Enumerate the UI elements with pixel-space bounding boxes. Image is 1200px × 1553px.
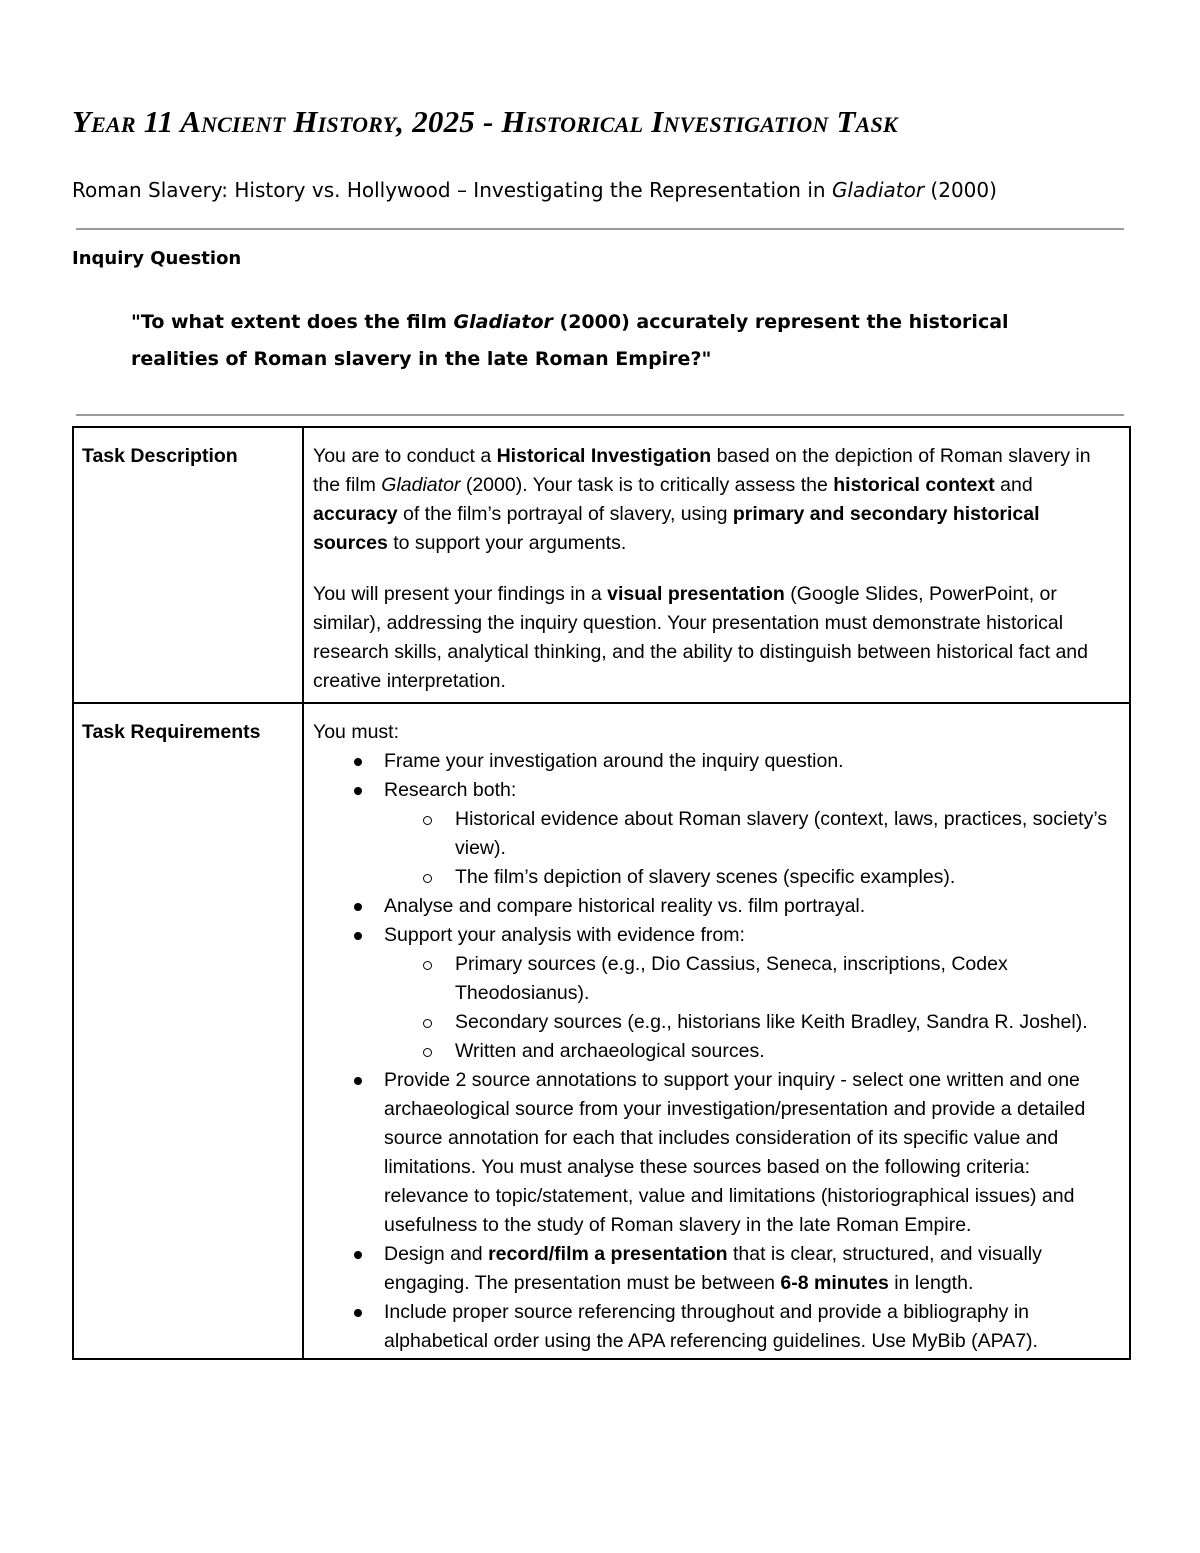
sub-list-item: Historical evidence about Roman slavery (context, laws, practices, society’s view). bbox=[384, 805, 1119, 863]
inquiry-question-film: Gladiator bbox=[453, 311, 553, 333]
sub-list bbox=[384, 805, 1119, 892]
requirements-list bbox=[313, 747, 1119, 1356]
inquiry-question-end: (2000) accurately represent the historical realities of Roman slavery in the late Roman Empire?" bbox=[131, 311, 1009, 370]
divider-bottom bbox=[76, 414, 1124, 416]
bold-run: historical context bbox=[833, 474, 995, 496]
task-description-content bbox=[303, 427, 1130, 703]
text-run: to support your arguments. bbox=[387, 532, 627, 554]
task-description-label: Task Description bbox=[73, 427, 303, 703]
bold-run: accuracy bbox=[313, 503, 398, 525]
list-item-text: Support your analysis with evidence from: bbox=[384, 924, 745, 946]
task-description-paragraph bbox=[313, 442, 1119, 558]
list-item-text: Research both: bbox=[384, 779, 517, 801]
text-run: (2000). Your task is to critically assess the bbox=[460, 474, 834, 496]
bold-run: record/film a presentation bbox=[488, 1243, 728, 1265]
list-item: Analyse and compare historical reality vs. film portrayal. bbox=[313, 892, 1119, 921]
page-subtitle bbox=[72, 178, 1152, 202]
text-run: and bbox=[994, 474, 1033, 496]
subtitle-text: Roman Slavery: History vs. Hollywood – Investigating the Representation in bbox=[72, 178, 832, 202]
divider-top bbox=[76, 228, 1124, 230]
page-title: Year 11 Ancient History, 2025 - Historical Investigation Task bbox=[72, 104, 898, 139]
list-item: Include proper source referencing throughout and provide a bibliography in alphabetical order using the APA referencing guidelines. Use MyBib (APA7). bbox=[313, 1298, 1119, 1356]
sub-list-item: Written and archaeological sources. bbox=[384, 1037, 1119, 1066]
sub-list-item: The film’s depiction of slavery scenes (specific examples). bbox=[384, 863, 1119, 892]
bold-run: visual presentation bbox=[607, 583, 785, 605]
list-item bbox=[313, 1240, 1119, 1298]
text-run: that is clear, structured, and visually engaging. The presentation must be between bbox=[384, 1243, 1042, 1294]
sub-list-item: Secondary sources (e.g., historians like Keith Bradley, Sandra R. Joshel). bbox=[384, 1008, 1119, 1037]
inquiry-question-heading: Inquiry Question bbox=[72, 248, 242, 269]
bold-run: 6-8 minutes bbox=[780, 1272, 889, 1294]
sub-list-item: Primary sources (e.g., Dio Cassius, Seneca, inscriptions, Codex Theodosianus). bbox=[384, 950, 1119, 1008]
list-item: Provide 2 source annotations to support your inquiry - select one written and one archaeological source from your investigation/presentation and provide a detailed source annotation for each that includes consideration of its specific value and limitations. You must analyse these sources based on the following criteria: relevance to topic/statement, value and limitations (historiographical issues) and usefulness to the study of Roman slavery in the late Roman Empire. bbox=[313, 1066, 1119, 1240]
sub-list bbox=[384, 950, 1119, 1066]
requirements-intro: You must: bbox=[313, 721, 399, 743]
subtitle-film-title: Gladiator bbox=[831, 178, 925, 202]
presentation-paragraph bbox=[313, 580, 1119, 696]
task-table bbox=[72, 426, 1131, 1360]
film-title-italic: Gladiator bbox=[381, 474, 461, 496]
task-requirements-label: Task Requirements bbox=[73, 703, 303, 1359]
inquiry-question-start: "To what extent does the film bbox=[131, 311, 454, 333]
task-description-row bbox=[73, 427, 1130, 703]
bold-run: primary and secondary historical sources bbox=[313, 503, 1040, 554]
text-run: in length. bbox=[888, 1272, 974, 1294]
list-item bbox=[313, 921, 1119, 1066]
list-item: Frame your investigation around the inquiry question. bbox=[313, 747, 1119, 776]
text-run: Design and bbox=[384, 1243, 489, 1265]
subtitle-year: (2000) bbox=[924, 178, 997, 202]
text-run: of the film’s portrayal of slavery, using bbox=[397, 503, 733, 525]
text-run: You are to conduct a bbox=[313, 445, 497, 467]
text-run: (Google Slides, PowerPoint, or similar), addressing the inquiry question. Your presentation must demonstrate historical research skills, analytical thinking, and the ability to distinguish between historical fact and creative interpretation. bbox=[313, 583, 1089, 692]
bold-run: Historical Investigation bbox=[496, 445, 712, 467]
task-requirements-row bbox=[73, 703, 1130, 1359]
task-requirements-content bbox=[303, 703, 1130, 1359]
text-run: based on the depiction of Roman slavery in the film bbox=[313, 445, 1091, 496]
list-item bbox=[313, 776, 1119, 892]
inquiry-question-text bbox=[131, 304, 1031, 378]
text-run: You will present your findings in a bbox=[313, 583, 608, 605]
